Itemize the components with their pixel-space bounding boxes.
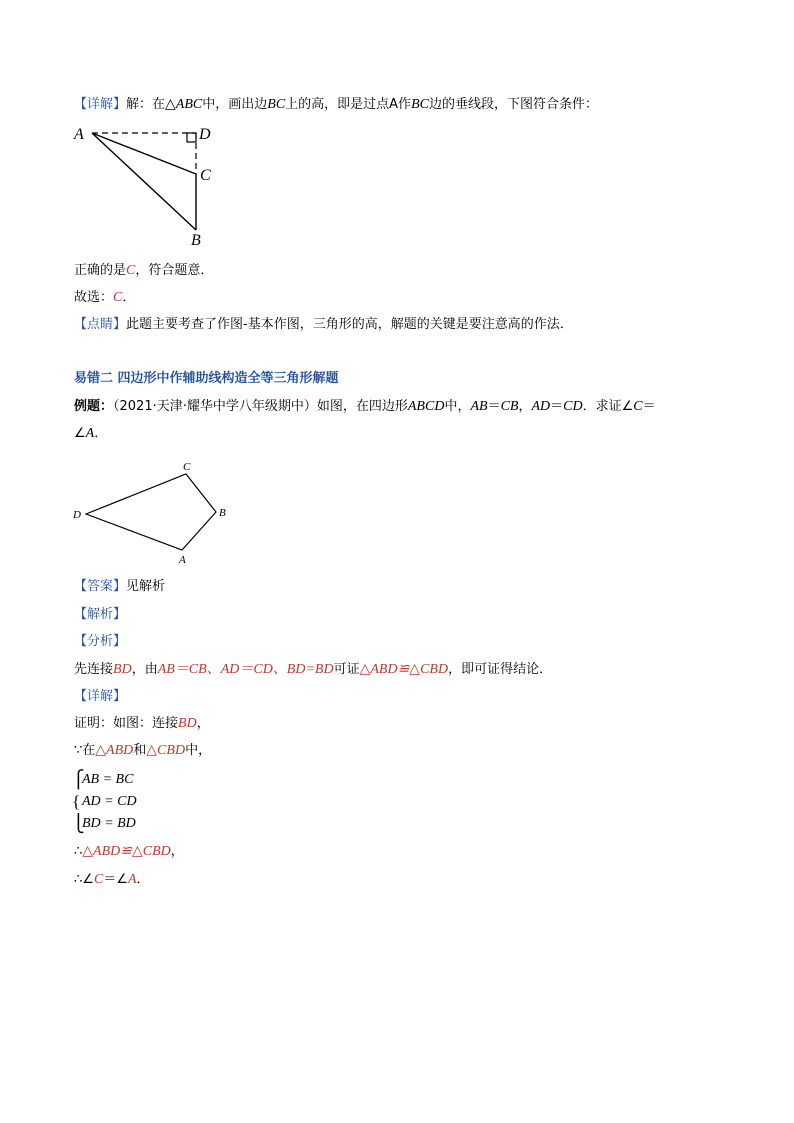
- label-b: B: [191, 232, 201, 249]
- text: ，由: [131, 662, 158, 677]
- label-a: A: [74, 126, 84, 143]
- math: BC: [411, 97, 429, 112]
- math: ABCD: [407, 399, 445, 414]
- text: ∠: [74, 426, 86, 441]
- text: 见解析: [126, 579, 166, 594]
- text: ，: [196, 716, 210, 731]
- text: ，即可证得结论．: [448, 662, 553, 677]
- text: ，符合题意．: [135, 263, 214, 278]
- math: CD: [563, 399, 583, 414]
- math: AB＝CB、AD＝CD、BD=BD: [157, 662, 334, 677]
- math: C: [633, 399, 643, 414]
- section-title: 易错二 四边形中作辅助线构造全等三角形解题: [74, 371, 339, 386]
- text: 先连接: [74, 662, 114, 677]
- math: △ABC: [165, 97, 203, 112]
- text: 故选：: [74, 290, 114, 305]
- text: 解：在: [126, 97, 166, 112]
- therefore-line-1: [74, 843, 184, 861]
- text: ，: [170, 844, 184, 859]
- text: （2021·天津·耀华中学八年级期中）如图，在四边形: [113, 399, 408, 414]
- label-c: C: [200, 167, 211, 184]
- text: 边的垂线段，下图符合条件：: [428, 97, 598, 112]
- comment-tag: 【点睛】: [74, 317, 127, 332]
- math: C: [126, 263, 136, 278]
- fenxi-tag: 【分析】: [74, 634, 127, 649]
- proof-line: [74, 715, 210, 733]
- text: ∴: [74, 844, 83, 859]
- math: △CBD: [146, 743, 186, 758]
- detail-tag-2: 【详解】: [74, 689, 127, 704]
- equation-3: BD = BD: [82, 816, 136, 831]
- text: 上的高，即是过点A作: [285, 97, 412, 112]
- text: 和: [133, 743, 147, 758]
- answer-tag: 【答案】: [74, 579, 127, 594]
- math: △ABD: [95, 743, 134, 758]
- text: 此题主要考查了作图-基本作图，三角形的高，解题的关键是要注意高的作法．: [126, 317, 573, 332]
- quadrilateral-abcd: [86, 474, 216, 550]
- label-d: D: [73, 509, 81, 521]
- brace-top: ⎧: [72, 770, 85, 789]
- text: 中，: [185, 743, 212, 758]
- right-angle-mark: [187, 133, 196, 142]
- text: ∴∠: [74, 872, 94, 887]
- answer-line: [74, 578, 165, 596]
- math: A: [85, 426, 95, 441]
- text: ＝∠: [103, 872, 128, 887]
- text: ＝: [642, 399, 656, 414]
- text: ＝: [487, 399, 501, 414]
- text: ．: [122, 290, 136, 305]
- segment-ac: [92, 133, 196, 174]
- detail-line-1: [74, 96, 598, 114]
- math: △ABD≌△CBD: [359, 662, 449, 677]
- math: CB: [500, 399, 519, 414]
- equation-1: AB = BC: [82, 772, 134, 787]
- text: ．: [94, 426, 108, 441]
- text: 证明：如图：连接: [74, 716, 179, 731]
- brace-mid: {: [72, 792, 81, 811]
- analysis-tag: 【解析】: [74, 607, 127, 622]
- example-line-2: [74, 425, 107, 443]
- detail-tag: 【详解】: [74, 97, 127, 112]
- example-line-1: [74, 398, 656, 416]
- therefore-line-2: [74, 871, 150, 889]
- figure-quadrilateral: [70, 458, 240, 570]
- text: ．求证∠: [582, 399, 634, 414]
- segment-ab: [92, 133, 196, 230]
- text: ∵在: [74, 743, 96, 758]
- math: BC: [267, 97, 286, 112]
- text: 中，画出边: [202, 97, 268, 112]
- equation-2: AD = CD: [82, 794, 137, 809]
- correct-line: [74, 262, 213, 280]
- label-b: B: [219, 507, 226, 519]
- label-c: C: [183, 461, 191, 473]
- text: ．: [136, 872, 150, 887]
- label-d: D: [199, 126, 211, 143]
- math: C: [93, 872, 104, 887]
- comment-line: [74, 316, 573, 334]
- math: BD: [178, 716, 197, 731]
- math: △ABD≌△CBD: [82, 844, 171, 859]
- choose-line: [74, 289, 135, 307]
- math: AD: [531, 399, 551, 414]
- text: 可证: [333, 662, 360, 677]
- since-line: [74, 742, 211, 760]
- text: 中，: [444, 399, 471, 414]
- math: C: [113, 290, 123, 305]
- math: AB: [470, 399, 488, 414]
- fenxi-line: [74, 661, 552, 679]
- text: ，: [518, 399, 532, 414]
- brace-bot: ⎩: [72, 814, 85, 833]
- example-tag: 例题：: [74, 399, 114, 414]
- figure-triangle-height: [70, 118, 250, 250]
- text: 正确的是: [74, 263, 127, 278]
- math: A: [127, 872, 137, 887]
- label-a: A: [179, 554, 186, 566]
- text: ＝: [550, 399, 564, 414]
- math: BD: [113, 662, 132, 677]
